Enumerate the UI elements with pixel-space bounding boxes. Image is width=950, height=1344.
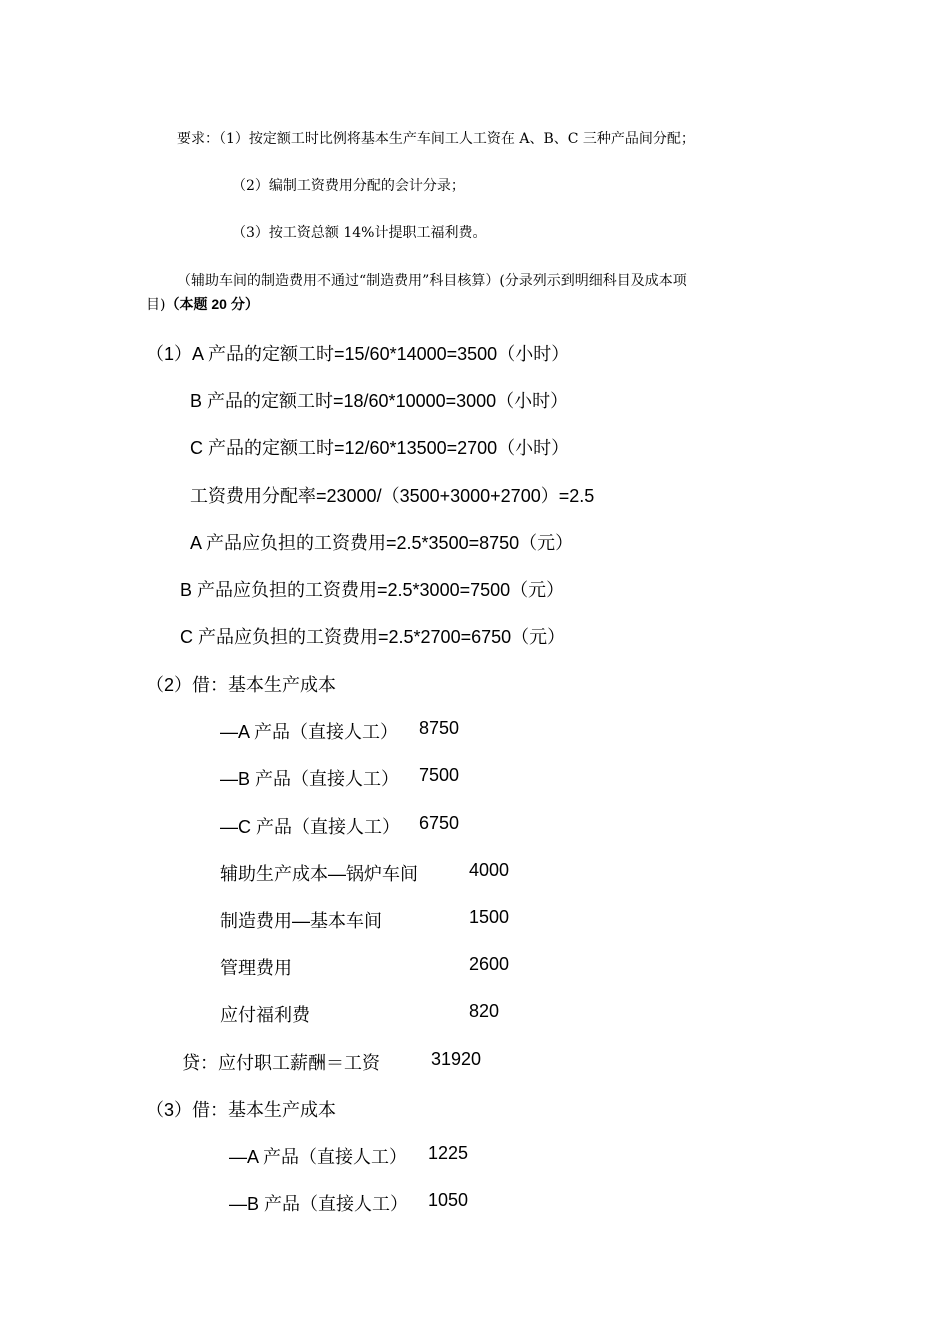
answer1-line2: B 产品的定额工时=18/60*10000=3000（小时）: [190, 391, 569, 411]
requirement-note-line1: （辅助车间的制造费用不通过“制造费用”科目核算）(分录列示到明细科目及成本项: [177, 273, 687, 289]
answer1-line5: A 产品应负担的工资费用=2.5*3500=8750（元）: [190, 533, 574, 553]
answer1-line4: 工资费用分配率=23000/（3500+3000+2700）=2.5: [190, 486, 595, 506]
answer3-title: （3）借：基本生产成本: [146, 1100, 337, 1120]
answer2-credit-amount: 31920: [431, 1049, 482, 1069]
answer2-entry-amount: 820: [469, 1001, 500, 1021]
answer3-entry-account: —A 产品（直接人工）: [229, 1147, 408, 1167]
score-note: （本题 20 分）: [165, 296, 259, 312]
answer3-entry-amount: 1225: [428, 1143, 469, 1163]
answer2-entry-account: —A 产品（直接人工）: [220, 722, 399, 742]
answer2-entry-amount: 8750: [419, 718, 460, 738]
answer2-entry-account: 应付福利费: [220, 1005, 310, 1025]
answer2-entry-amount: 1500: [469, 907, 510, 927]
requirement-2: （2）编制工资费用分配的会计分录；: [232, 178, 465, 194]
answer2-credit-account: 贷：应付职工薪酬＝工资: [182, 1053, 380, 1073]
answer3-entry-amount: 1050: [428, 1190, 469, 1210]
answer3-entry-account: —B 产品（直接人工）: [229, 1194, 409, 1214]
answer1-line7: C 产品应负担的工资费用=2.5*2700=6750（元）: [180, 627, 566, 647]
answer2-title: （2）借：基本生产成本: [146, 675, 337, 695]
requirement-3: （3）按工资总额 14%计提职工福利费。: [232, 225, 487, 241]
answer2-entry-account: 制造费用—基本车间: [220, 911, 382, 931]
answer2-entry-amount: 2600: [469, 954, 510, 974]
requirement-note-line2: [146, 294, 259, 314]
answer2-entry-account: 辅助生产成本—锅炉车间: [220, 864, 418, 884]
requirement-1: 要求：（1）按定额工时比例将基本生产车间工人工资在 A、B、C 三种产品间分配；: [177, 131, 695, 147]
answer2-entry-amount: 4000: [469, 860, 510, 880]
answer2-entry-account: —B 产品（直接人工）: [220, 769, 400, 789]
answer2-entry-amount: 6750: [419, 813, 460, 833]
answer2-entry-account: 管理费用: [220, 958, 292, 978]
requirement-note-tail: 目): [146, 297, 166, 313]
answer1-line3: C 产品的定额工时=12/60*13500=2700（小时）: [190, 438, 570, 458]
answer1-line6: B 产品应负担的工资费用=2.5*3000=7500（元）: [180, 580, 565, 600]
answer1-line1: （1）A 产品的定额工时=15/60*14000=3500（小时）: [146, 344, 570, 364]
answer2-entry-account: —C 产品（直接人工）: [220, 817, 400, 837]
answer2-entry-amount: 7500: [419, 765, 460, 785]
